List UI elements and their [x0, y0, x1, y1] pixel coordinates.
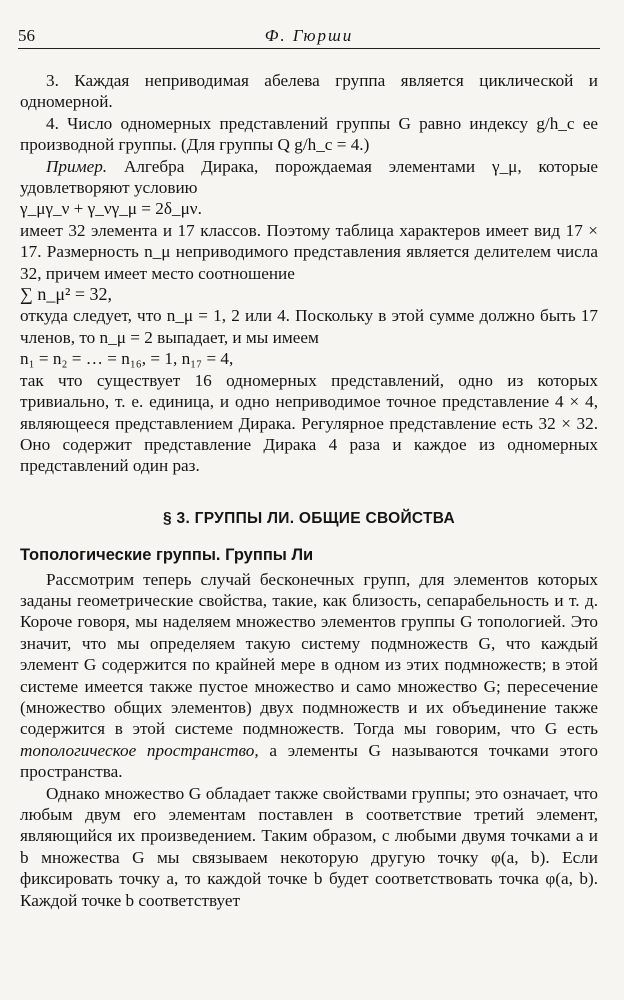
topology-text-a: Рассмотрим теперь случай бесконечных групп, для элементов которых заданы геометрические свойства, такие, как близость, сепарабельность и т. д. Короче говоря, мы наделяем множество элементов группы G топологией. Это значит, что мы определяем такую систему подмножеств G, что каждый элемент G содержится по крайней мере в одном из этих подмножеств; в этой системе имеется также пустое множество и само множество G; пересечение (множество общих элементов) двух подмножеств и их объединение также содержится в этой системе подмножеств. Тогда мы говорим, что G есть [20, 569, 598, 739]
page-body [20, 70, 598, 911]
paragraph-dimension-result: откуда следует, что n_μ = 1, 2 или 4. Поскольку в этой сумме должно быть 17 членов, то n_μ = 2 выпадает, и мы имеем [20, 306, 598, 347]
paragraph-representations: так что существует 16 одномерных представлений, одно из которых тривиально, т. е. единица, и одно неприводимое точное представление 4 × 4, являющееся представлением Дирака. Регулярное представление есть 32 × 32. Оно содержит представление Дирака 4 раза и каждое из одномерных представлений один раз. [20, 370, 598, 476]
formula-anticommutator: γ_μγ_ν + γ_νγ_μ = 2δ_μν. [20, 199, 202, 219]
paragraph-character-table: имеет 32 элемента и 17 классов. Поэтому таблица характеров имеет вид 17 × 17. Размерность n_μ неприводимого представления является делителем числа 32, причем имеет место соотношение [20, 220, 598, 283]
formula-dimensions: n₁ = n₂ = … = n₁₆, = 1, n₁₇ = 4, [20, 349, 234, 369]
paragraph-topological-groups [20, 569, 598, 783]
running-title: Ф. Гюрши [264, 26, 354, 45]
subsection-title: Топологические группы. Группы Ли [20, 546, 314, 565]
paragraph-property-4: 4. Число одномерных представлений группы G равно индексу g/h_c ее производной группы. (Для группы Q g/h_c = 4.) [20, 113, 598, 155]
example-label: Пример. [46, 156, 108, 176]
section-title: § 3. ГРУППЫ ЛИ. ОБЩИЕ СВОЙСТВА [163, 509, 455, 527]
topology-text-b: а элементы G называются точками этого пространства. [20, 740, 599, 782]
paragraph-example [20, 156, 598, 199]
running-header [18, 26, 600, 49]
topological-space-term: топологическое пространство, [20, 740, 259, 760]
example-text: Алгебра Дирака, порождаемая элементами γ_μ, которые удовлетворяют условию [20, 156, 598, 198]
page-number: 56 [18, 26, 35, 45]
paragraph-group-properties: Однако множество G обладает также свойствами группы; это означает, что любым двум его элементам поставлен в соответствие третий элемент, являющийся их произведением. Таким образом, с любыми двумя точками a и b множества G мы связываем некоторую другую точку φ(a, b). Если фиксировать точку a, то каждой точке b будет соответствовать точка φ(a, b). Каждой точке b соответствует [20, 783, 598, 910]
paragraph-property-3: 3. Каждая неприводимая абелева группа является циклической и одномерной. [20, 71, 598, 112]
formula-dimension-sum: ∑ n_μ² = 32, [20, 284, 113, 305]
